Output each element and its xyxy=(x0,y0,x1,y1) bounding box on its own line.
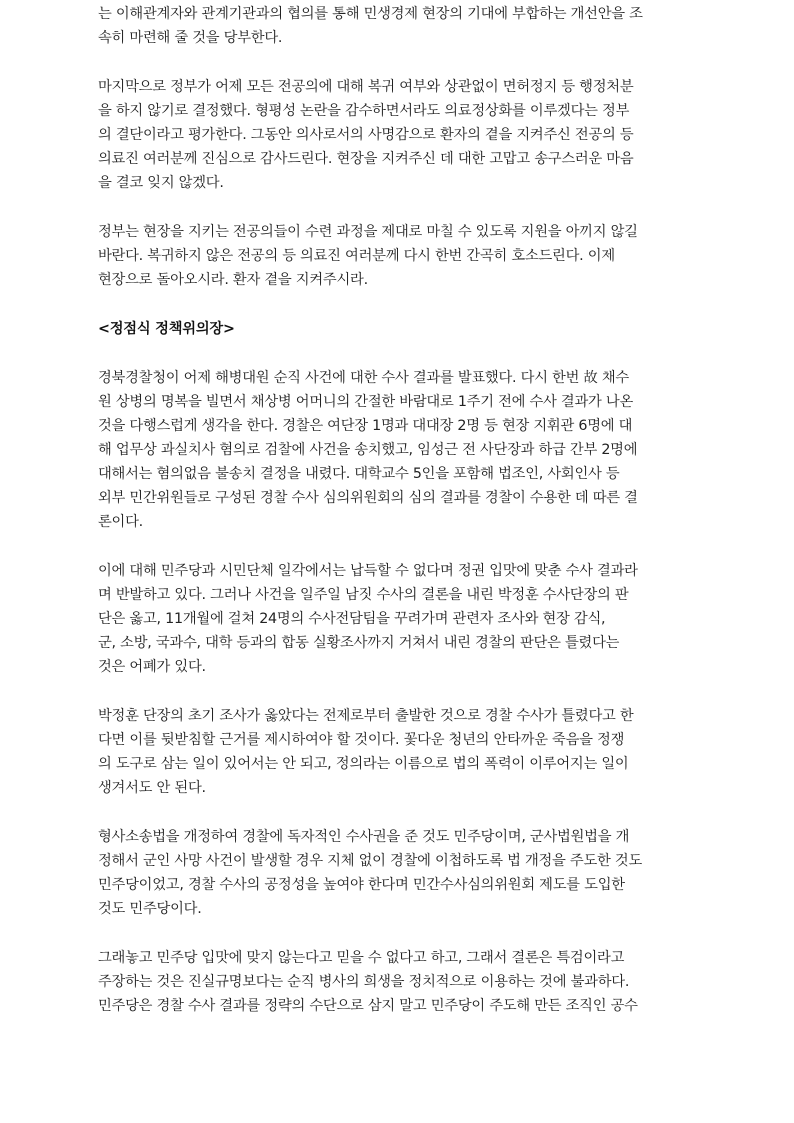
paragraph-1: 는 이해관계자와 관계기관과의 협의를 통해 민생경제 현장의 기대에 부합하는 개선안을 조 속히 마련해 줄 것을 당부한다. xyxy=(98,6,643,46)
paragraph-7: 형사소송법을 개정하여 경찰에 독자적인 수사권을 준 것도 민주당이며, 군사법원법을 개 정해서 군인 사망 사건이 발생할 경우 지체 없이 경찰에 이첩하도록 법 개정을 주도한 것도 민주당이었고, 경찰 수사의 공정성을 높여야 한다며 민간수사심의위원회 제도를 도입한 것도 민주당이다. xyxy=(98,829,643,917)
paragraph-8: 그래놓고 민주당 입맛에 맞지 않는다고 믿을 수 없다고 하고, 그래서 결론은 특검이라고 주장하는 것은 진실규명보다는 순직 병사의 희생을 정치적으로 이용하는 것에 불과하다. 민주당은 경찰 수사 결과를 정략의 수단으로 삼지 말고 민주당이 주도해 만든 조직인 공수 xyxy=(98,950,638,1014)
paragraph-4: 경북경찰청이 어제 해병대원 순직 사건에 대한 수사 결과를 발표했다. 다시 한번 故 채수 원 상병의 명복을 빌면서 채상병 어머니의 간절한 바람대로 1주기 전에 수사 결과가 나온 것을 다행스럽게 생각을 한다. 경찰은 여단장 1명과 대대장 2명 등 현장 지휘관 6명에 대 해 업무상 과실치사 혐의로 검찰에 사건을 송치했고, 임성근 전 사단장과 하급 간부 2명에 대해서는 혐의없음 불송치 결정을 내렸다. 대학교수 5인을 포함해 법조인, 사회인사 등 외부 민간위원들로 구성된 경찰 수사 심의위원회의 심의 결과를 경찰이 수용한 데 따른 결 론이다. xyxy=(98,370,638,530)
section-heading: <정점식 정책위의장> xyxy=(98,321,235,337)
paragraph-2: 마지막으로 정부가 어제 모든 전공의에 대해 복귀 여부와 상관없이 면허정지 등 행정처분 을 하지 않기로 결정했다. 형평성 논란을 감수하면서라도 의료정상화를 이루겠다는 정부 의 결단이라고 평가한다. 그동안 의사로서의 사명감으로 환자의 곁을 지켜주신 전공의 등 의료진 여러분께 진심으로 감사드린다. 현장을 지켜주신 데 대한 고맙고 송구스러운 마음 을 결코 잊지 않겠다. xyxy=(98,79,634,191)
paragraph-6: 박정훈 단장의 초기 조사가 옳았다는 전제로부터 출발한 것으로 경찰 수사가 틀렸다고 한 다면 이를 뒷받침할 근거를 제시하여야 할 것이다. 꽃다운 청년의 안타까운 죽음을 정쟁 의 도구로 삼는 일이 있어서는 안 되고, 정의라는 이름으로 법의 폭력이 이루어지는 일이 생겨서도 안 된다. xyxy=(98,708,634,796)
document-body xyxy=(98,0,698,1043)
paragraph-3: 정부는 현장을 지키는 전공의들이 수련 과정을 제대로 마칠 수 있도록 지원을 아끼지 않길 바란다. 복귀하지 않은 전공의 등 의료진 여러분께 다시 한번 간곡히 호소드린다. 이제 현장으로 돌아오시라. 환자 곁을 지켜주시라. xyxy=(98,224,638,288)
paragraph-5: 이에 대해 민주당과 시민단체 일각에서는 납득할 수 없다며 정권 입맛에 맞춘 수사 결과라 며 반발하고 있다. 그러나 사건을 일주일 남짓 수사의 결론을 내린 박정훈 수사단장의 판 단은 옳고, 11개월에 걸쳐 24명의 수사전담팀을 꾸려가며 관련자 조사와 현장 감식, 군, 소방, 국과수, 대학 등과의 합동 실황조사까지 거쳐서 내린 경찰의 판단은 틀렸다는 것은 어폐가 있다. xyxy=(98,563,638,675)
